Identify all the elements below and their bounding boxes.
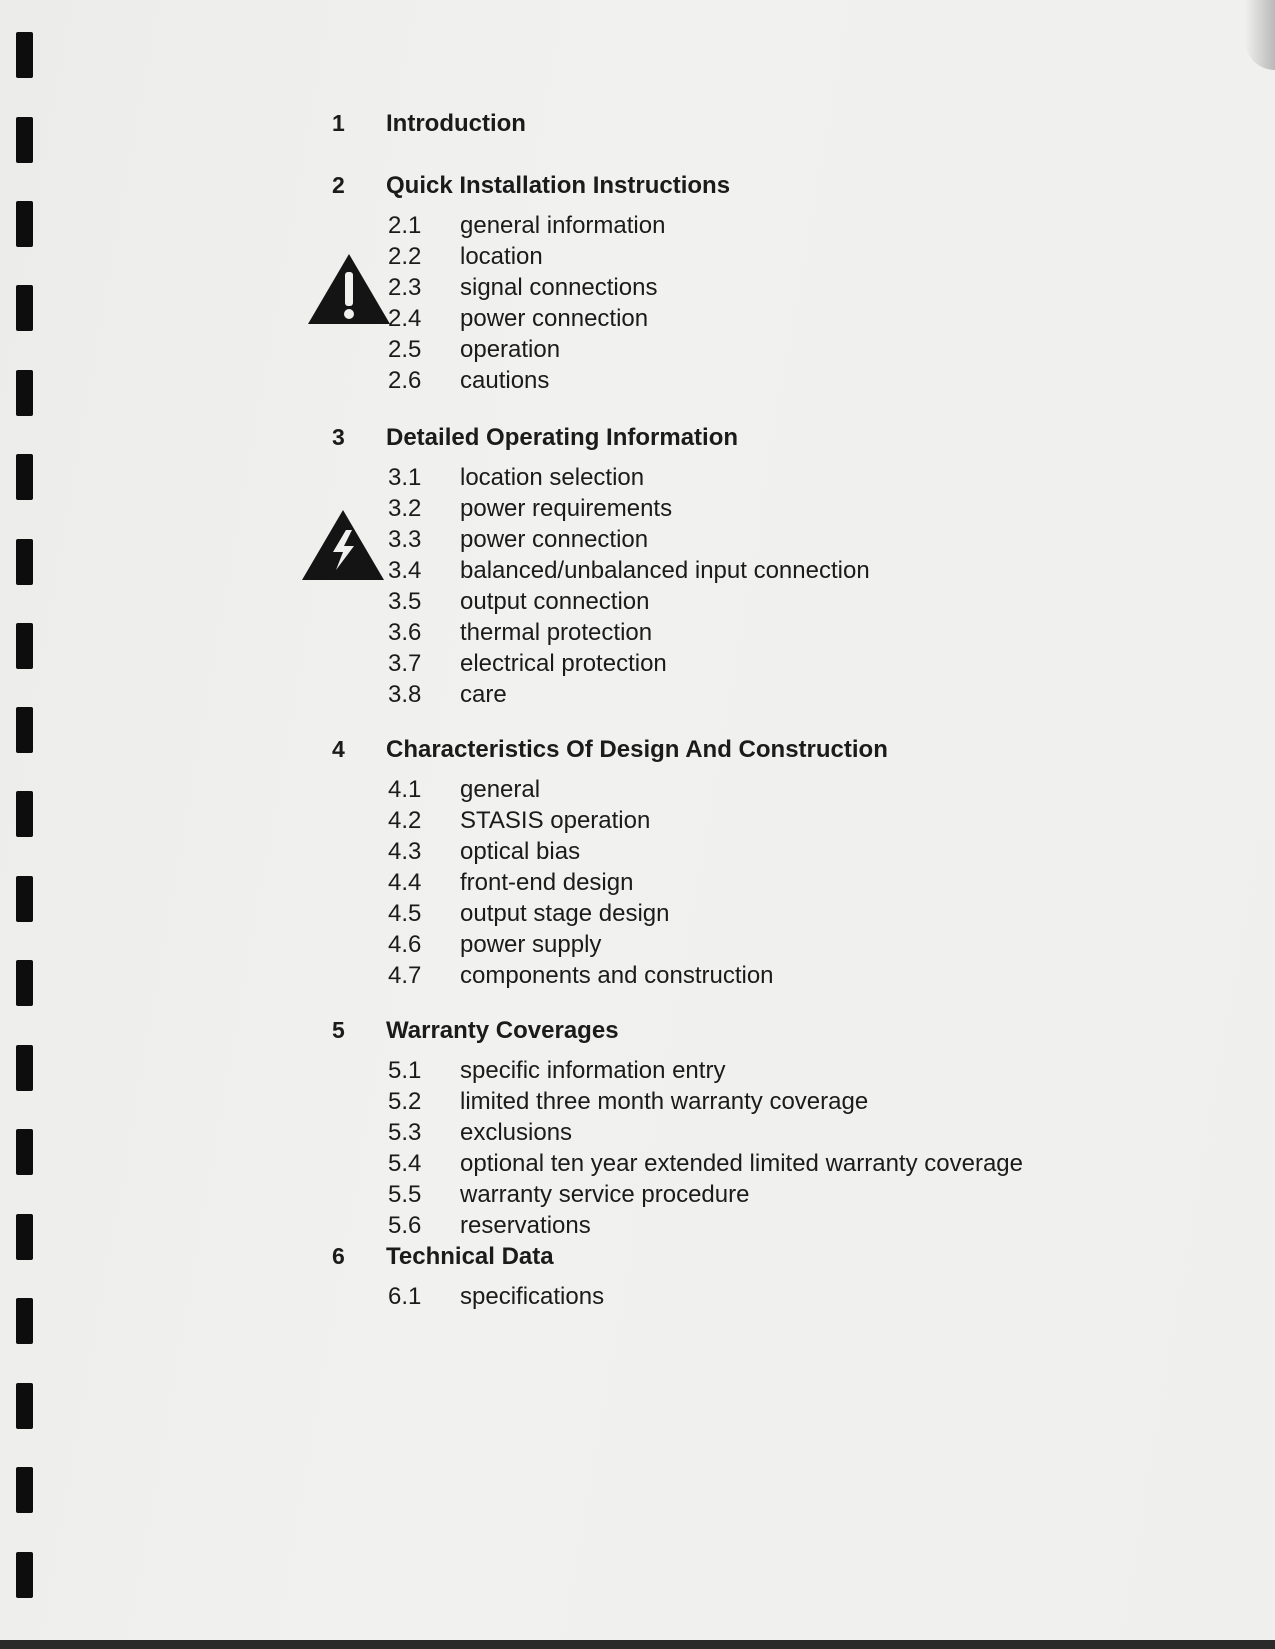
item-number: 2.4 bbox=[388, 305, 422, 332]
binder-hole bbox=[16, 1298, 33, 1344]
item-label: cautions bbox=[460, 367, 550, 394]
item-label: warranty service procedure bbox=[460, 1181, 750, 1208]
binder-hole bbox=[16, 1129, 33, 1175]
section-title: Characteristics Of Design And Construction bbox=[386, 736, 888, 763]
item-number: 3.5 bbox=[388, 588, 422, 615]
toc-item[interactable] bbox=[300, 838, 1120, 869]
binder-hole bbox=[16, 1552, 33, 1598]
toc-section-heading[interactable] bbox=[300, 1243, 1120, 1283]
toc-item[interactable] bbox=[300, 1119, 1120, 1150]
binder-hole bbox=[16, 960, 33, 1006]
binder-hole bbox=[16, 791, 33, 837]
item-number: 5.6 bbox=[388, 1212, 422, 1239]
section-number: 6 bbox=[332, 1243, 345, 1269]
item-number: 4.1 bbox=[388, 776, 422, 803]
item-number: 3.4 bbox=[388, 557, 422, 584]
item-label: operation bbox=[460, 336, 561, 363]
toc-item[interactable] bbox=[300, 1057, 1120, 1088]
toc-item[interactable] bbox=[300, 243, 1120, 274]
toc-item[interactable] bbox=[300, 526, 1120, 557]
item-label: output connection bbox=[460, 588, 650, 615]
item-label: general bbox=[460, 776, 541, 803]
item-number: 2.6 bbox=[388, 367, 422, 394]
item-number: 3.7 bbox=[388, 650, 422, 677]
binder-hole bbox=[16, 1045, 33, 1091]
item-label: output stage design bbox=[460, 900, 670, 927]
binder-hole bbox=[16, 876, 33, 922]
item-label: optional ten year extended limited warranty coverage bbox=[460, 1150, 1023, 1177]
item-number: 5.4 bbox=[388, 1150, 422, 1177]
toc-item[interactable] bbox=[300, 464, 1120, 495]
table-of-contents bbox=[300, 110, 1120, 1314]
item-number: 5.1 bbox=[388, 1057, 422, 1084]
toc-section bbox=[300, 172, 1120, 398]
toc-item[interactable] bbox=[300, 776, 1120, 807]
item-number: 4.7 bbox=[388, 962, 422, 989]
section-title: Technical Data bbox=[386, 1243, 554, 1270]
binder-hole bbox=[16, 1383, 33, 1429]
toc-section bbox=[300, 1243, 1120, 1314]
item-label: balanced/unbalanced input connection bbox=[460, 557, 870, 584]
toc-item[interactable] bbox=[300, 367, 1120, 398]
toc-section-heading[interactable] bbox=[300, 172, 1120, 212]
toc-item[interactable] bbox=[300, 1150, 1120, 1181]
binder-hole bbox=[16, 1467, 33, 1513]
binder-hole bbox=[16, 117, 33, 163]
item-number: 3.6 bbox=[388, 619, 422, 646]
item-number: 4.5 bbox=[388, 900, 422, 927]
item-number: 2.2 bbox=[388, 243, 422, 270]
toc-section-heading[interactable] bbox=[300, 736, 1120, 776]
toc-section-heading[interactable] bbox=[300, 110, 1120, 150]
binder-hole bbox=[16, 707, 33, 753]
item-label: location bbox=[460, 243, 543, 270]
binder-hole bbox=[16, 623, 33, 669]
binder-hole bbox=[16, 1214, 33, 1260]
item-number: 5.2 bbox=[388, 1088, 422, 1115]
toc-item[interactable] bbox=[300, 336, 1120, 367]
toc-section-heading[interactable] bbox=[300, 1017, 1120, 1057]
toc-item[interactable] bbox=[300, 619, 1120, 650]
toc-item[interactable] bbox=[300, 588, 1120, 619]
toc-item[interactable] bbox=[300, 495, 1120, 526]
item-label: power connection bbox=[460, 305, 649, 332]
toc-item[interactable] bbox=[300, 1088, 1120, 1119]
item-label: signal connections bbox=[460, 274, 658, 301]
item-label: optical bias bbox=[460, 838, 581, 865]
item-number: 3.8 bbox=[388, 681, 422, 708]
item-number: 4.4 bbox=[388, 869, 422, 896]
item-label: STASIS operation bbox=[460, 807, 651, 834]
section-number: 3 bbox=[332, 424, 345, 450]
toc-section bbox=[300, 1017, 1120, 1243]
item-label: exclusions bbox=[460, 1119, 573, 1146]
item-number: 5.5 bbox=[388, 1181, 422, 1208]
toc-item[interactable] bbox=[300, 869, 1120, 900]
binder-hole bbox=[16, 32, 33, 78]
item-label: thermal protection bbox=[460, 619, 653, 646]
item-label: location selection bbox=[460, 464, 645, 491]
item-number: 2.1 bbox=[388, 212, 422, 239]
binder-hole bbox=[16, 454, 33, 500]
page-bottom-edge bbox=[0, 1640, 1275, 1649]
section-number: 1 bbox=[332, 110, 345, 136]
section-title: Introduction bbox=[386, 110, 526, 137]
toc-item[interactable] bbox=[300, 1212, 1120, 1243]
section-title: Detailed Operating Information bbox=[386, 424, 739, 451]
toc-item[interactable] bbox=[300, 900, 1120, 931]
item-label: limited three month warranty coverage bbox=[460, 1088, 869, 1115]
item-number: 2.5 bbox=[388, 336, 422, 363]
item-number: 4.2 bbox=[388, 807, 422, 834]
item-label: front-end design bbox=[460, 869, 634, 896]
toc-item[interactable] bbox=[300, 931, 1120, 962]
item-label: components and construction bbox=[460, 962, 774, 989]
toc-section-heading[interactable] bbox=[300, 424, 1120, 464]
toc-item[interactable] bbox=[300, 1181, 1120, 1212]
item-label: specifications bbox=[460, 1283, 605, 1310]
toc-item[interactable] bbox=[300, 650, 1120, 681]
toc-section bbox=[300, 736, 1120, 993]
item-number: 6.1 bbox=[388, 1283, 422, 1310]
item-number: 3.2 bbox=[388, 495, 422, 522]
item-label: specific information entry bbox=[460, 1057, 726, 1084]
item-number: 3.3 bbox=[388, 526, 422, 553]
toc-item[interactable] bbox=[300, 212, 1120, 243]
binder-hole bbox=[16, 201, 33, 247]
toc-item[interactable] bbox=[300, 962, 1120, 993]
section-number: 5 bbox=[332, 1017, 345, 1043]
item-number: 4.3 bbox=[388, 838, 422, 865]
toc-item[interactable] bbox=[300, 807, 1120, 838]
item-number: 5.3 bbox=[388, 1119, 422, 1146]
section-number: 4 bbox=[332, 736, 345, 762]
item-number: 3.1 bbox=[388, 464, 422, 491]
toc-item[interactable] bbox=[300, 1283, 1120, 1314]
toc-item[interactable] bbox=[300, 681, 1120, 712]
item-label: care bbox=[460, 681, 507, 708]
toc-item[interactable] bbox=[300, 557, 1120, 588]
binder-hole bbox=[16, 370, 33, 416]
item-label: general information bbox=[460, 212, 666, 239]
binder-hole bbox=[16, 539, 33, 585]
toc-section bbox=[300, 110, 1120, 150]
section-title: Quick Installation Instructions bbox=[386, 172, 731, 199]
item-number: 4.6 bbox=[388, 931, 422, 958]
item-number: 2.3 bbox=[388, 274, 422, 301]
toc-section bbox=[300, 424, 1120, 712]
section-number: 2 bbox=[332, 172, 345, 198]
section-title: Warranty Coverages bbox=[386, 1017, 619, 1044]
item-label: power connection bbox=[460, 526, 649, 553]
item-label: electrical protection bbox=[460, 650, 667, 677]
toc-item[interactable] bbox=[300, 274, 1120, 305]
item-label: power requirements bbox=[460, 495, 673, 522]
item-label: reservations bbox=[460, 1212, 591, 1239]
binder-hole bbox=[16, 285, 33, 331]
toc-item[interactable] bbox=[300, 305, 1120, 336]
item-label: power supply bbox=[460, 931, 602, 958]
